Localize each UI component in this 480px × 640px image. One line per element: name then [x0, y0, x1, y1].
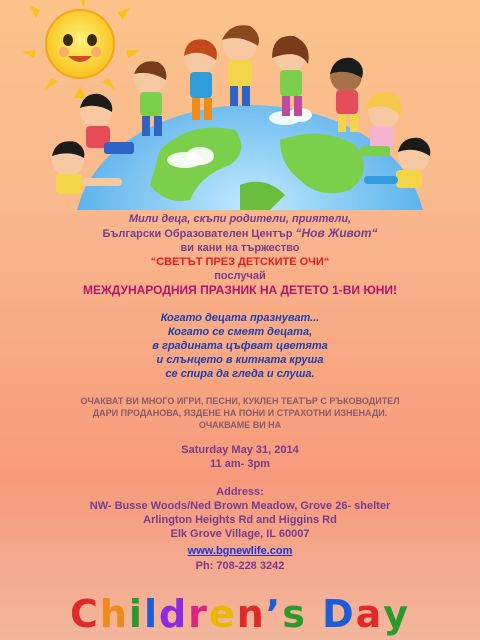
title-letter	[307, 592, 322, 636]
event-time: 11 am- 3pm	[210, 458, 270, 470]
greeting-line: Мили деца, скъпи родители, приятели,	[128, 213, 352, 225]
activities-line: ДАРИ ПРОДАНОВА, ЯЗДЕНЕ НА ПОНИ И СТРАХОТНИ ИЗНЕНАДИ.	[92, 408, 388, 418]
address-line: Elk Grove Village, IL 60007	[170, 528, 310, 540]
organization-name: “Нов Живот“	[295, 226, 378, 240]
activities-line: ОЧАКВАМЕ ВИ НА	[198, 420, 282, 430]
title-letter: r	[188, 592, 209, 636]
holiday-line: МЕЖДУНАРОДНИЯ ПРАЗНИК НА ДЕТЕТО 1-ВИ ЮНИ!	[82, 283, 398, 297]
childrens-day-title	[0, 592, 480, 636]
address-line: Arlington Heights Rd and Higgins Rd	[143, 514, 337, 526]
event-date: Saturday May 31, 2014	[181, 444, 299, 456]
poem-line: и слънцето в китната круша	[156, 354, 324, 366]
event-name: “СВЕТЪТ ПРЕЗ ДЕТСКИТЕ ОЧИ“	[150, 256, 330, 268]
website-link[interactable]: www.bgnewlife.com	[187, 545, 293, 557]
title-letter: e	[208, 592, 237, 636]
title-letter: C	[69, 592, 100, 636]
title-letter: y	[383, 592, 411, 636]
title-letter: ’	[265, 592, 283, 636]
title-letter: l	[143, 592, 159, 636]
poem-line: в градината цъфват цветята	[152, 340, 328, 352]
occasion-line: послучай	[214, 270, 266, 282]
organization-prefix: Български Образователен Център	[102, 228, 296, 240]
invite-line: ви кани на тържество	[180, 242, 300, 254]
title-letter: h	[99, 592, 129, 636]
children-globe-illustration	[0, 0, 480, 210]
invitation-text	[0, 212, 480, 573]
organization-line	[0, 226, 480, 241]
activities-line: ОЧАКВАТ ВИ МНОГО ИГРИ, ПЕСНИ, КУКЛЕН ТЕАТЪР С РЪКОВОДИТЕЛ	[80, 396, 400, 406]
address-line: NW- Busse Woods/Ned Brown Meadow, Grove 26- shelter	[89, 500, 391, 512]
poem-line: се спира да гледа и слуша.	[165, 368, 315, 380]
address-label: Address:	[216, 486, 264, 498]
title-letter: s	[282, 592, 307, 636]
poem-line: Когато се смеят децата,	[167, 326, 313, 338]
title-letter: n	[236, 592, 266, 636]
title-letter: i	[128, 592, 144, 636]
poem-line: Когато децата празнуват...	[160, 312, 320, 324]
title-letter: D	[322, 592, 356, 636]
title-letter: d	[158, 592, 189, 636]
title-letter: a	[355, 592, 384, 636]
sun-icon	[22, 0, 140, 98]
phone-number: Ph: 708-228 3242	[195, 560, 285, 572]
